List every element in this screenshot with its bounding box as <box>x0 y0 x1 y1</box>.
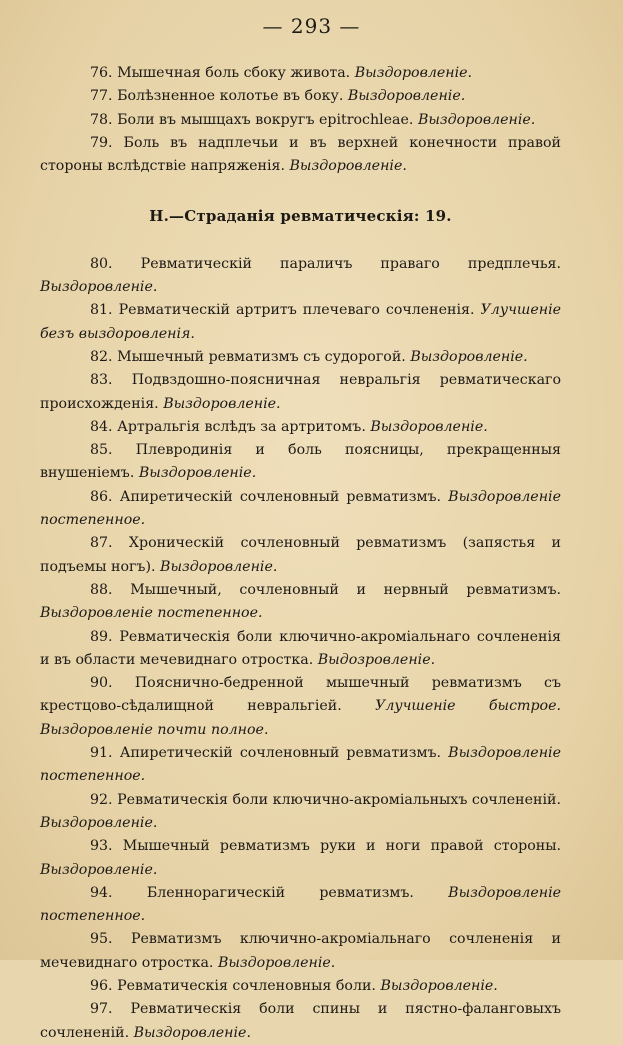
case-number: 88. <box>90 581 113 598</box>
case-description: Мышечный ревматизмъ съ судорогой. <box>117 348 406 365</box>
case-description: Ревматическія боли ключично-акроміальныхъ сочлененій. <box>117 791 561 808</box>
case-result: Выздоровленіе. <box>380 977 498 994</box>
case-result: Выдозровленіе. <box>317 651 436 668</box>
case-result: Улучшеніе быстрое. Выздоровленіе почти полное. <box>40 698 561 738</box>
case-entry <box>40 85 561 108</box>
case-result: Выздоровленіе постепенное. <box>40 605 263 622</box>
case-description: Ревматическій артритъ плечеваго сочлененія. <box>118 302 475 319</box>
page-body <box>40 62 561 1045</box>
case-description: Плевродинія и боль поясницы, прекращенныя внушеніемъ. <box>40 442 562 482</box>
case-result: Выздоровленіе. <box>410 348 528 365</box>
case-description: Артральгія вслѣдъ за артритомъ. <box>117 418 366 435</box>
case-description: Бленнорагическій ревматизмъ. <box>146 884 414 901</box>
case-entry <box>40 579 561 626</box>
case-entry <box>40 626 561 673</box>
case-result: Выздоровленіе. <box>138 465 257 482</box>
case-description: Апиретическій сочленовный ревматизмъ. <box>119 745 442 762</box>
case-number: 96. <box>90 977 113 994</box>
case-description: Боли въ мышцахъ вокругъ epitrochleae. <box>117 111 414 128</box>
case-result: Улучшеніе безъ выздоровленія. <box>40 302 562 342</box>
case-number: 84. <box>90 418 113 435</box>
case-entry <box>40 346 561 369</box>
case-number: 85. <box>90 442 113 459</box>
case-number: 86. <box>90 488 113 505</box>
section-heading: Н.—Страданія ревматическія: 19. <box>149 207 452 226</box>
case-number: 92. <box>90 791 113 808</box>
entries-before-section <box>40 62 561 178</box>
case-number: 95. <box>90 931 113 948</box>
case-number: 93. <box>90 838 113 855</box>
case-entry <box>40 109 561 132</box>
page-number: — 293 — <box>262 14 361 38</box>
case-description: Мышечный ревматизмъ руки и ноги правой стороны. <box>122 838 561 855</box>
case-result: Выздоровленіе. <box>347 88 466 105</box>
case-result: Выздоровленіе. <box>289 158 407 175</box>
case-result: Выздоровленіе. <box>370 418 488 435</box>
case-result: Выздоровленіе. <box>217 954 336 971</box>
case-result: Выздоровленіе. <box>40 279 158 296</box>
case-description: Пояснично-бедренной мышечный ревматизмъ съ крестцово-сѣдалищной невральгіей. <box>40 675 561 715</box>
case-result: Выздоровленіе. <box>354 65 473 81</box>
case-description: Ревматическія боли ключично-акроміальнаго сочлененія и въ области мечевиднаго отростка. <box>40 628 561 668</box>
case-description: Хроническій сочленовный ревматизмъ (запястья и подъемы ногъ). <box>40 535 561 575</box>
case-entry <box>40 486 561 533</box>
case-number: 79. <box>90 134 113 151</box>
case-entry <box>40 928 561 975</box>
case-result: Выздоровленіе. <box>40 861 158 878</box>
case-number: 82. <box>90 348 113 365</box>
case-description: Ревматизмъ ключично-акроміальнаго сочлененія и мечевиднаго отростка. <box>40 931 562 971</box>
case-entry <box>40 975 561 998</box>
case-number: 94. <box>90 884 113 901</box>
case-number: 90. <box>90 675 113 692</box>
case-number: 91. <box>90 745 113 762</box>
case-entry <box>40 416 561 439</box>
case-description: Ревматическія боли спины и пястно-фаланговыхъ сочлененій. <box>40 1001 561 1041</box>
case-number: 80. <box>90 255 113 272</box>
case-entry <box>40 835 561 882</box>
case-number: 83. <box>90 372 113 389</box>
case-number: 87. <box>90 535 113 552</box>
case-description: Подвздошно-поясничная невральгія ревматическаго происхожденія. <box>40 372 561 412</box>
case-entry <box>40 672 561 742</box>
case-number: 97. <box>90 1001 113 1018</box>
case-entry <box>40 253 561 300</box>
case-number: 77. <box>90 88 113 105</box>
case-description: Ревматическій параличъ праваго предплечья. <box>140 255 562 272</box>
case-result: Выздоровленіе. <box>160 558 278 575</box>
case-entry <box>40 742 561 789</box>
case-description: Боль въ надплечьи и въ верхней конечности правой стороны вслѣдствіе напряженія. <box>40 134 562 175</box>
case-number: 89. <box>90 628 113 645</box>
case-number: 81. <box>90 302 113 319</box>
case-number: 78. <box>90 111 113 128</box>
case-entry <box>40 299 561 346</box>
case-result: Выздоровленіе. <box>163 395 281 412</box>
entries-after-section <box>40 253 561 1045</box>
case-entry <box>40 532 561 579</box>
case-result: Выздоровленіе. <box>133 1024 251 1041</box>
case-description: Апиретическій сочленовный ревматизмъ. <box>119 488 442 505</box>
case-entry <box>40 132 561 179</box>
case-description: Мышечный, сочленовный и нервный ревматизмъ. <box>130 581 561 598</box>
case-result: Выздоровленіе постепенное. <box>40 488 561 529</box>
case-entry <box>40 62 561 85</box>
case-result: Выздоровленіе. <box>40 814 158 831</box>
case-description: Мышечная боль сбоку живота. <box>117 65 351 81</box>
case-result: Выздоровленіе. <box>417 111 536 128</box>
case-entry <box>40 439 561 486</box>
case-entry <box>40 882 561 929</box>
case-entry <box>40 789 561 836</box>
case-description: Болѣзненное колотье въ боку. <box>117 88 344 105</box>
case-result: Выздоровленіе постепенное. <box>40 745 561 785</box>
case-result: Выздоровленіе постепенное. <box>40 884 561 925</box>
case-entry <box>40 998 561 1045</box>
case-number: 76. <box>90 65 113 81</box>
case-entry <box>40 369 561 416</box>
case-description: Ревматическія сочленовныя боли. <box>117 977 376 994</box>
